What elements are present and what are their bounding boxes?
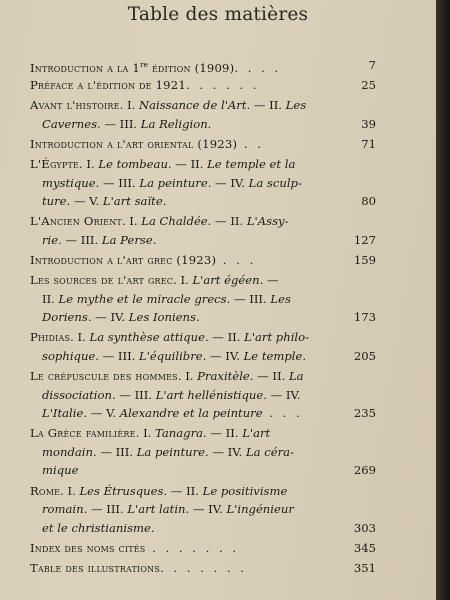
toc-text-segment: . [162, 194, 167, 209]
toc-page-number: 127 [353, 232, 376, 247]
toc-text-segment: . I. [177, 369, 198, 383]
toc-page-number: 269 [353, 463, 376, 478]
toc-entry-line [30, 290, 376, 309]
page-edge-shadow [436, 0, 450, 600]
leader-dots: . . . . . . . [145, 540, 240, 555]
toc-entry-line [30, 212, 376, 231]
toc-entry [30, 424, 376, 480]
toc-text-segment: mondain [42, 444, 93, 459]
toc-text-segment: . I. [173, 273, 193, 288]
toc-entry-text [30, 135, 264, 154]
toc-entry-text [42, 308, 200, 327]
toc-entry-text [42, 347, 306, 366]
toc-text-segment: Doriens [42, 310, 88, 325]
toc-text-segment: Phidias [30, 330, 71, 345]
leader-dots: . . . . [234, 60, 282, 75]
toc-entry [30, 135, 376, 154]
toc-text-segment: L'Égypte [30, 156, 80, 171]
toc-text-segment: Alexandre et la peinture [119, 406, 263, 421]
toc-entry-line [30, 559, 376, 578]
toc-text-segment: La Perse [101, 232, 153, 247]
toc-text-segment: Introduction a la 1 [30, 60, 140, 75]
toc-text-segment: . [207, 116, 212, 131]
toc-text-segment: . I. [60, 483, 80, 498]
toc-text-segment: Table des illustrations [30, 560, 161, 575]
toc-entry [30, 328, 376, 365]
toc-page-number: 7 [368, 58, 376, 72]
toc-entry-line [30, 231, 376, 250]
toc-text-segment: L'art philo- [244, 330, 310, 345]
toc-entry-text [30, 96, 306, 115]
toc-text-segment: . — III. [226, 291, 271, 306]
toc-text-segment: La synthèse attique [89, 330, 205, 345]
toc-text-segment: . — IV. [185, 502, 227, 517]
toc-entry-line [30, 96, 376, 115]
toc-text-segment: L'Italie [42, 406, 84, 421]
toc-text-segment: Praxitèle [197, 369, 250, 383]
toc-entry-line [30, 386, 376, 405]
toc-text-segment: Le temple [243, 348, 303, 363]
toc-text-segment: . I. [121, 214, 142, 229]
toc-text-segment: La sculp- [248, 175, 302, 190]
toc-entry [30, 539, 376, 558]
toc-entry [30, 56, 376, 75]
toc-entry-line [30, 115, 376, 134]
toc-text-segment: . [302, 348, 307, 363]
toc-entry-line [30, 367, 376, 386]
toc-text-segment: Le crépuscule des hommes [30, 369, 178, 383]
toc-page-number: 80 [361, 194, 376, 209]
toc-text-segment: . [195, 310, 200, 325]
toc-text-segment: L'art hellénistique [155, 387, 264, 402]
toc-entry-line [30, 174, 376, 193]
toc-text-segment: sophique [42, 348, 96, 363]
toc-text-segment: et le christianisme [42, 520, 151, 535]
toc-text-segment: La Religion [140, 116, 208, 131]
toc-text-segment: Introduction a l'art oriental (1923) [30, 136, 238, 151]
toc-text-segment: . — III. [97, 116, 141, 131]
toc-text-segment: . [150, 520, 155, 535]
toc-page-number: 25 [361, 78, 376, 93]
toc-text-segment: . — V. [83, 406, 120, 421]
toc-entry-line [30, 76, 376, 95]
toc-entry-line [30, 135, 376, 154]
toc-text-segment: Avant l'histoire [30, 98, 120, 113]
toc-entry-line [30, 443, 376, 462]
toc-text-segment: mystique [42, 175, 96, 190]
toc-entry [30, 96, 376, 133]
toc-text-segment: La Grèce familière [30, 426, 136, 441]
toc-entry-line [30, 56, 376, 75]
toc-entry [30, 155, 376, 211]
toc-text-segment: Naissance de l'Art [138, 98, 247, 113]
toc-text-segment: L'art égéen [192, 273, 260, 288]
toc-entry-text [42, 386, 301, 405]
toc-entry-line [30, 328, 376, 347]
table-of-contents [30, 56, 376, 579]
toc-text-segment: . — II. [207, 214, 247, 229]
toc-text-segment: La Chaldée [141, 214, 208, 229]
toc-page-number: 71 [361, 136, 376, 151]
toc-entry-line [30, 251, 376, 270]
toc-entry-text [30, 251, 256, 270]
toc-entry-text [42, 519, 155, 538]
toc-text-segment: . — III. [95, 348, 140, 363]
toc-text-segment: . — II. [249, 369, 289, 383]
toc-text-segment: mique [42, 463, 79, 478]
toc-text-segment: Introduction a l'art grec (1923) [30, 252, 217, 267]
toc-text-segment: Les sources de l'art grec [30, 273, 174, 288]
toc-entry [30, 271, 376, 327]
toc-entry-text [42, 290, 291, 309]
toc-entry-text [42, 115, 211, 134]
toc-text-segment: Le tombeau [98, 156, 168, 171]
toc-entry-line [30, 192, 376, 211]
toc-text-segment: II. [42, 291, 59, 306]
toc-page-number: 39 [361, 116, 376, 131]
toc-entry-text [42, 443, 294, 462]
toc-page-number: 303 [353, 520, 376, 535]
toc-text-segment: . — III. [92, 444, 137, 459]
toc-text-segment: . — IV. [87, 310, 129, 325]
toc-text-segment: . I. [119, 98, 139, 113]
toc-text-segment: . — III. [83, 502, 128, 517]
toc-text-segment: . — II. [246, 98, 286, 113]
toc-text-segment: rie [42, 232, 59, 247]
toc-entry-text [42, 174, 302, 193]
toc-entry-text [30, 271, 279, 290]
toc-text-segment: . I. [135, 426, 156, 441]
toc-entry-line [30, 539, 376, 558]
toc-entry [30, 482, 376, 538]
leader-dots: . . . [262, 406, 303, 421]
toc-entry-line [30, 308, 376, 327]
toc-text-segment: Les [270, 291, 291, 306]
leader-dots: . . [237, 136, 264, 151]
toc-text-segment: . — II. [203, 426, 243, 441]
toc-entry [30, 559, 376, 578]
toc-entry-text [30, 539, 239, 558]
toc-text-segment: . — II. [204, 330, 245, 345]
toc-text-segment: Cavernes [42, 116, 98, 131]
toc-text-segment: . — IV. [263, 387, 301, 402]
toc-text-segment: Les [285, 98, 307, 113]
toc-text-segment: L'Ancien Orient [30, 214, 122, 229]
toc-text-segment: Tanagra [155, 426, 204, 441]
toc-entry-text [30, 56, 281, 77]
toc-entry-line [30, 461, 376, 480]
leader-dots: . . . . . . [185, 78, 260, 93]
toc-text-segment: . — III. [58, 232, 102, 247]
toc-text-segment: La peinture [139, 175, 208, 190]
toc-entry-line [30, 271, 376, 290]
toc-text-segment: Le mythe et le miracle grecs [58, 291, 227, 306]
toc-entry-text [42, 500, 294, 519]
toc-text-segment: La [288, 369, 304, 383]
toc-text-segment: . [152, 232, 157, 247]
toc-entry [30, 212, 376, 249]
toc-text-segment: . I. [70, 330, 90, 345]
toc-text-segment: L'art latin [127, 502, 186, 517]
toc-entry-line [30, 519, 376, 538]
toc-text-segment: Préface a l'édition de 1921 [30, 78, 186, 93]
toc-entry-text [42, 192, 166, 211]
toc-entry-text [30, 424, 270, 443]
toc-entry-text [42, 231, 156, 250]
toc-text-segment: Les Étrusques [79, 483, 164, 498]
toc-entry [30, 76, 376, 95]
leader-dots: . . . [216, 252, 257, 267]
toc-text-segment: L'art [242, 426, 271, 441]
toc-text-segment: . — IV. [202, 348, 244, 363]
toc-text-segment: Le temple et la [207, 156, 296, 171]
toc-text-segment: L'ingénieur [226, 502, 294, 517]
toc-text-segment: Le positivisme [202, 483, 288, 498]
toc-text-segment: re [139, 60, 148, 69]
toc-text-segment: . — III. [95, 175, 140, 190]
toc-text-segment: . — III. [111, 387, 156, 402]
toc-text-segment: . — II. [167, 156, 208, 171]
toc-text-segment: L'équilibre [139, 348, 203, 363]
toc-text-segment: . I. [79, 156, 99, 171]
page-title: Table des matières [127, 4, 309, 25]
toc-entry-line [30, 155, 376, 174]
toc-entry-text [30, 482, 287, 501]
toc-text-segment: Index des noms cités [30, 540, 146, 555]
toc-entry-line [30, 347, 376, 366]
toc-entry [30, 251, 376, 270]
toc-text-segment: La peinture [136, 444, 206, 459]
toc-entry-text [30, 559, 247, 578]
toc-entry-text [30, 155, 295, 174]
toc-entry-line [30, 500, 376, 519]
toc-text-segment: . — II. [163, 483, 203, 498]
toc-entry-text [42, 404, 303, 423]
toc-entry-text [42, 461, 78, 480]
toc-entry-text [30, 212, 289, 231]
leader-dots: . . . . . . . [160, 560, 247, 575]
toc-page-number: 345 [353, 540, 376, 555]
toc-text-segment: L'art saïte [102, 194, 163, 209]
toc-entry-text [30, 328, 309, 347]
toc-page-number: 173 [353, 310, 376, 325]
toc-entry-line [30, 482, 376, 501]
toc-text-segment: dissociation [42, 387, 112, 402]
toc-text-segment: L'Assy- [246, 214, 289, 229]
toc-text-segment: . — V. [66, 194, 103, 209]
toc-entry-text [30, 367, 304, 386]
toc-text-segment: ture [42, 194, 67, 209]
toc-text-segment: Rome [30, 483, 61, 498]
toc-text-segment: Les Ioniens [128, 310, 196, 325]
toc-page-number: 159 [353, 252, 376, 267]
toc-entry-line [30, 424, 376, 443]
toc-entry-text [30, 76, 259, 95]
toc-entry-line [30, 404, 376, 423]
toc-text-segment: romain [42, 502, 84, 517]
toc-text-segment: La céra- [245, 444, 294, 459]
toc-page-number: 351 [353, 560, 376, 575]
toc-text-segment: . — [259, 273, 279, 288]
toc-entry [30, 367, 376, 423]
toc-text-segment: édition (1909) [147, 60, 235, 75]
toc-text-segment: . — IV. [205, 444, 246, 459]
toc-page-number: 205 [353, 348, 376, 363]
toc-page-number: 235 [353, 406, 376, 421]
toc-text-segment: . — IV. [207, 175, 249, 190]
